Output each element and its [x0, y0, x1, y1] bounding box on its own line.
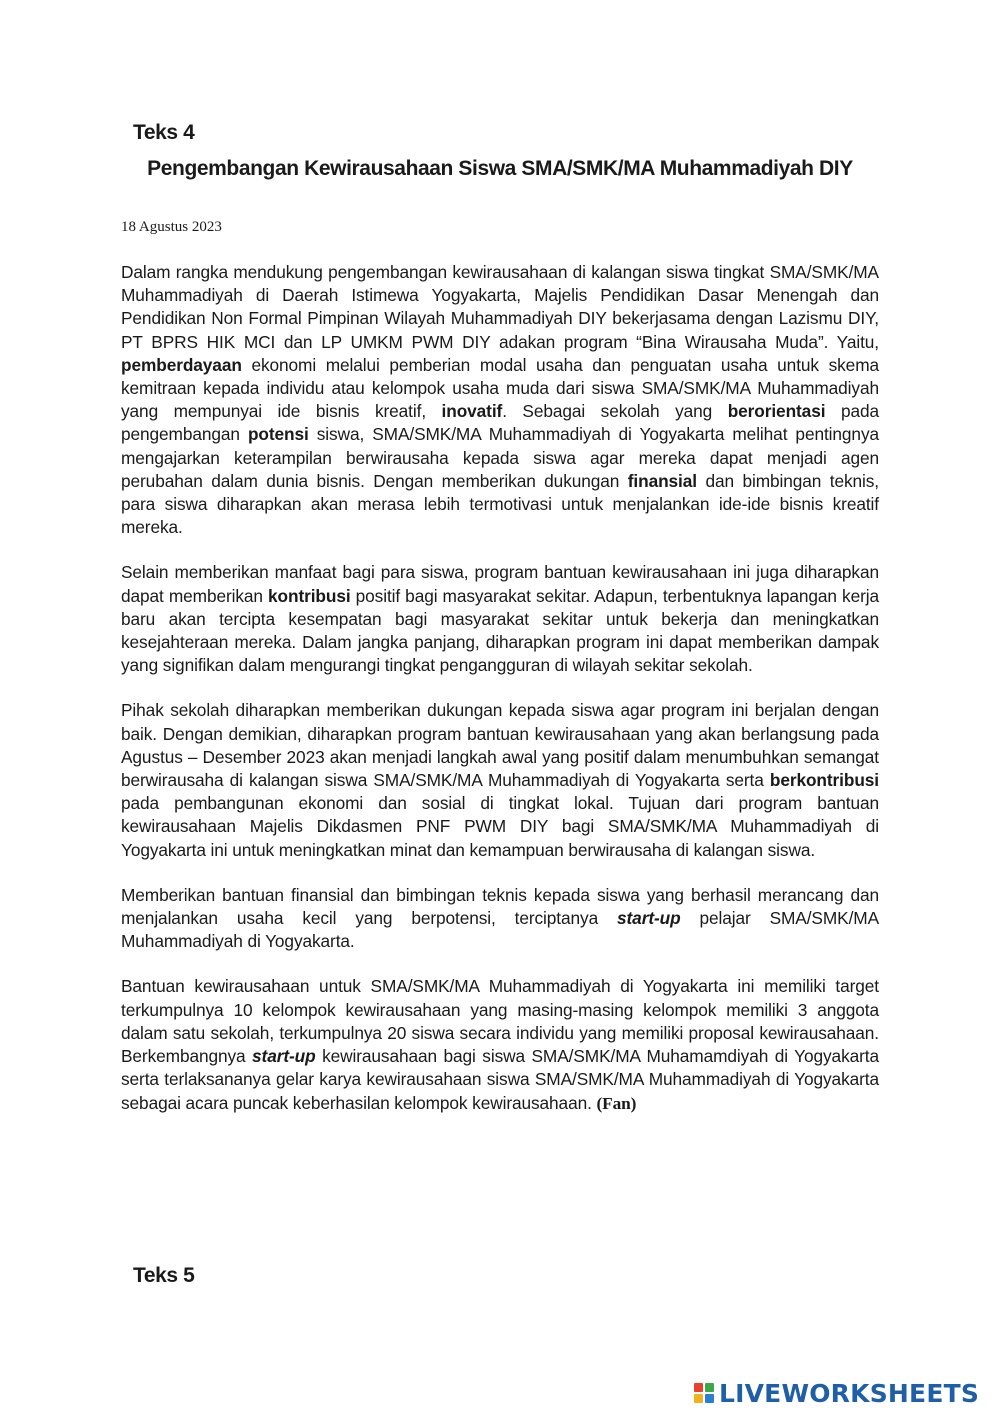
text-run: ekonomi melalui pemberian modal usaha dan penguatan usaha untuk skema kemitraan kepada individu atau kelompok usaha muda dari siswa SMA/SMK/MA Muhammadiyah yang mempunyai ide bisnis kreatif,	[121, 354, 879, 422]
text-run: pada pengembangan	[121, 401, 879, 445]
liveworksheets-logo	[694, 1376, 979, 1410]
paragraph-3	[121, 699, 879, 861]
logo-wordmark: LIVEWORKSHEETS	[719, 1378, 980, 1408]
bold-term-inovatif: inovatif	[441, 401, 503, 422]
logo-square	[694, 1383, 703, 1392]
text-run: Selain memberikan manfaat bagi para siswa, program bantuan kewirausahaan ini juga diharapkan dapat memberikan	[121, 562, 879, 606]
bold-term-kontribusi: kontribusi	[268, 585, 351, 606]
author-initials: (Fan)	[596, 1093, 637, 1113]
bold-term-berorientasi: berorientasi	[727, 401, 826, 422]
text-run: positif bagi masyarakat sekitar. Adapun, terbentuknya lapangan kerja baru akan tercipta kesempatan bagi masyarakat sekitar untuk bekerja dan meningkatkan kesejahteraan mereka. Dalam jangka panjang, diharapkan program ini dapat memberikan dampak yang signifikan dalam mengurangi tingkat pengangguran di wilayah sekitar sekolah.	[121, 585, 879, 676]
section-heading-teks-4: Teks 4	[133, 121, 195, 144]
bold-term-pemberdayaan: pemberdayaan	[121, 354, 242, 375]
logo-square	[694, 1394, 703, 1403]
article-date: 18 Agustus 2023	[121, 219, 222, 235]
paragraph-5	[121, 975, 879, 1114]
text-run: pelajar SMA/SMK/MA Muhammadiyah di Yogyakarta.	[121, 908, 879, 952]
text-run: siswa, SMA/SMK/MA Muhammadiyah di Yogyakarta melihat pentingnya mengajarkan keterampilan berwirausaha kepada siswa agar mereka dapat menjadi agen perubahan dalam dunia bisnis. Dengan memberikan dukungan	[121, 424, 879, 491]
paragraph-1	[121, 261, 879, 539]
text-run: dan bimbingan teknis, para siswa diharapkan akan merasa lebih termotivasi untuk menjalankan ide-ide bisnis kreatif mereka.	[121, 470, 879, 538]
bold-term-finansial: finansial	[627, 470, 697, 491]
text-run: kewirausahaan bagi siswa SMA/SMK/MA Muhamamdiyah di Yogyakarta serta terlaksananya gelar karya kewirausahaan siswa SMA/SMK/MA Muhammadiyah di Yogyakarta sebagai acara puncak keberhasilan kelompok kewirausahaan.	[121, 1046, 879, 1113]
bold-term-berkontribusi: berkontribusi	[769, 770, 879, 791]
text-run: Dalam rangka mendukung pengembangan kewirausahaan di kalangan siswa tingkat SMA/SMK/MA Muhammadiyah di Daerah Istimewa Yogyakarta, Majelis Pendidikan Dasar Menengah dan Pendidikan Non Formal Pimpinan Wilayah Muhammadiyah DIY bekerjasama dengan Lazismu DIY, PT BPRS HIK MCI dan LP UMKM PWM DIY adakan program “Bina Wirausaha Muda”. Yaitu,	[121, 262, 879, 352]
text-run: pada pembangunan ekonomi dan sosial di tingkat lokal. Tujuan dari program bantuan kewirausahaan Majelis Dikdasmen PNF PWM DIY bagi SMA/SMK/MA Muhammadiyah di Yogyakarta ini untuk meningkatkan minat dan kemampuan berwirausaha di kalangan siswa.	[121, 793, 879, 860]
article-body	[121, 261, 879, 1115]
logo-squares-icon	[694, 1383, 714, 1403]
paragraph-4	[121, 884, 879, 954]
paragraph-2	[121, 561, 879, 677]
text-run: Bantuan kewirausahaan untuk SMA/SMK/MA Muhammadiyah di Yogyakarta ini memiliki target terkumpulnya 10 kelompok kewirausahaan yang masing-masing kelompok memiliki 3 anggota dalam satu sekolah, terkumpulnya 20 siswa secara individu yang memiliki proposal kewirausahaan. Berkembangnya	[121, 976, 879, 1067]
logo-square	[705, 1383, 714, 1392]
bold-italic-term-start-up: start-up	[252, 1046, 316, 1067]
bold-italic-term-start-up: start-up	[617, 908, 681, 929]
article-title: Pengembangan Kewirausahaan Siswa SMA/SMK/MA Muhammadiyah DIY	[147, 157, 853, 180]
text-run: Pihak sekolah diharapkan memberikan dukungan kepada siswa agar program ini berjalan dengan baik. Dengan demikian, diharapkan program bantuan kewirausahaan yang akan berlangsung pada Agustus – Desember 2023 akan menjadi langkah awal yang positif dalam menumbuhkan semangat berwirausaha di kalangan siswa SMA/SMK/MA Muhammadiyah di Yogyakarta serta	[121, 700, 879, 791]
text-run: . Sebagai sekolah yang	[502, 401, 728, 422]
bold-term-potensi: potensi	[247, 424, 309, 445]
text-run: Memberikan bantuan finansial dan bimbingan teknis kepada siswa yang berhasil merancang dan menjalankan usaha kecil yang berpotensi, terciptanya	[121, 884, 879, 929]
logo-square	[705, 1394, 714, 1403]
section-heading-teks-5: Teks 5	[133, 1264, 195, 1287]
